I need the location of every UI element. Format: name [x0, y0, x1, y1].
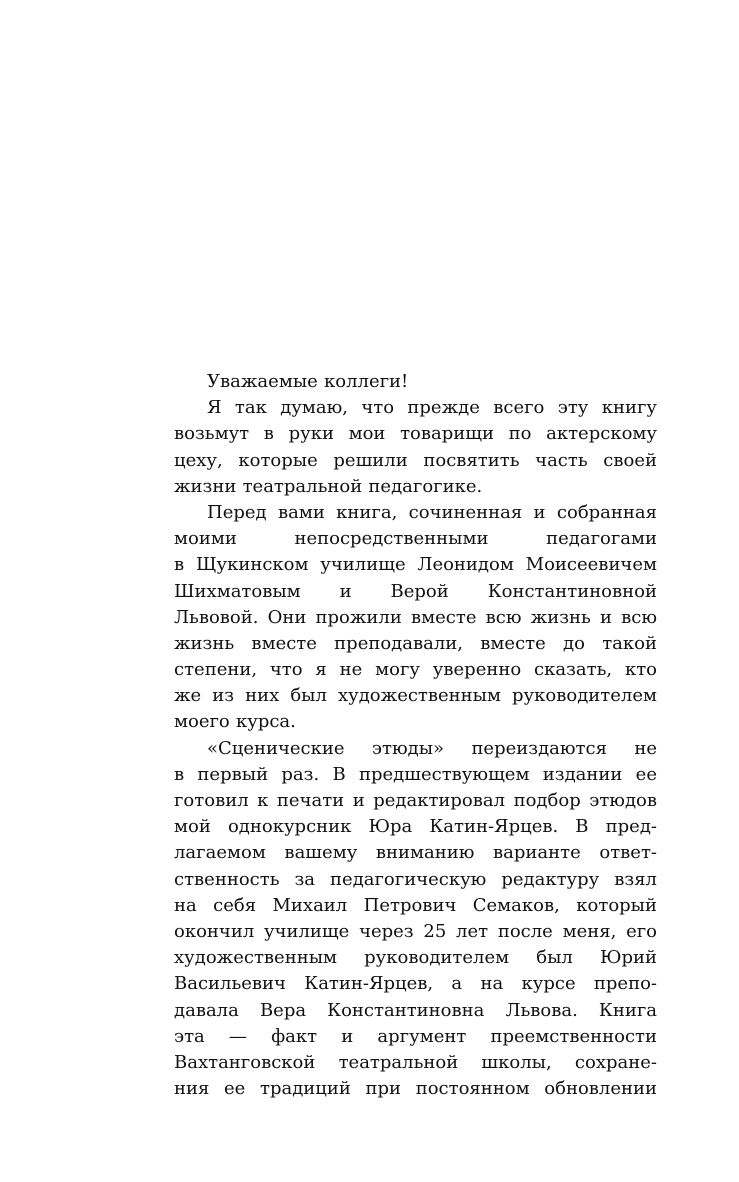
text-line: жизнь вместе преподавали, вместе до такой	[174, 632, 657, 654]
text-line: Шихматовым и Верой Константиновной	[174, 580, 657, 602]
text-line: «Сценические этюды» переиздаются не	[207, 737, 657, 759]
text-line: жизни театральной педагогике.	[174, 475, 483, 497]
text-line: Львовой. Они прожили вместе всю жизнь и всю	[174, 606, 657, 628]
text-line: ния ее традиций при постоянном обновлении	[174, 1078, 657, 1100]
text-line: Я так думаю, что прежде всего эту книгу	[207, 397, 657, 419]
text-line: лагаемом вашему вниманию варианте ответ-	[174, 842, 657, 864]
text-line: Перед вами книга, сочиненная и собранная	[207, 501, 657, 523]
text-line: же из них был художественным руководителем	[174, 685, 657, 707]
text-line: Уважаемые коллеги!	[207, 371, 409, 392]
text-line: моими непосредственными педагогами	[174, 528, 657, 550]
text-line: окончил училище через 25 лет после меня, его	[174, 920, 657, 942]
text-line: на себя Михаил Петрович Семаков, который	[174, 894, 657, 916]
text-line: моего курса.	[174, 711, 296, 733]
text-line: готовил к печати и редактировал подбор этюдов	[174, 790, 657, 811]
text-line: степени, что я не могу уверенно сказать, кто	[174, 659, 657, 681]
text-line: в Щукинском училище Леонидом Моисеевичем	[174, 554, 657, 576]
text-line: художественным руководителем был Юрий	[174, 947, 657, 969]
text-line: в первый раз. В предшествующем издании ее	[174, 763, 657, 785]
text-line: давала Вера Константиновна Львова. Книга	[174, 999, 657, 1021]
text-line: Вахтанговской театральной школы, сохране-	[174, 1051, 657, 1073]
text-line: цеху, которые решили посвятить часть своей	[174, 449, 657, 471]
text-line: мой однокурсник Юра Катин-Ярцев. В пред-	[174, 816, 657, 838]
text-line: Васильевич Катин-Ярцев, а на курсе препо-	[174, 973, 657, 995]
text-line: ственность за педагогическую редактуру взял	[174, 868, 657, 890]
document-body-text	[174, 369, 657, 1102]
text-line: эта — факт и аргумент преемственности	[174, 1025, 657, 1047]
text-line: возьмут в руки мои товарищи по актерскому	[174, 423, 657, 445]
